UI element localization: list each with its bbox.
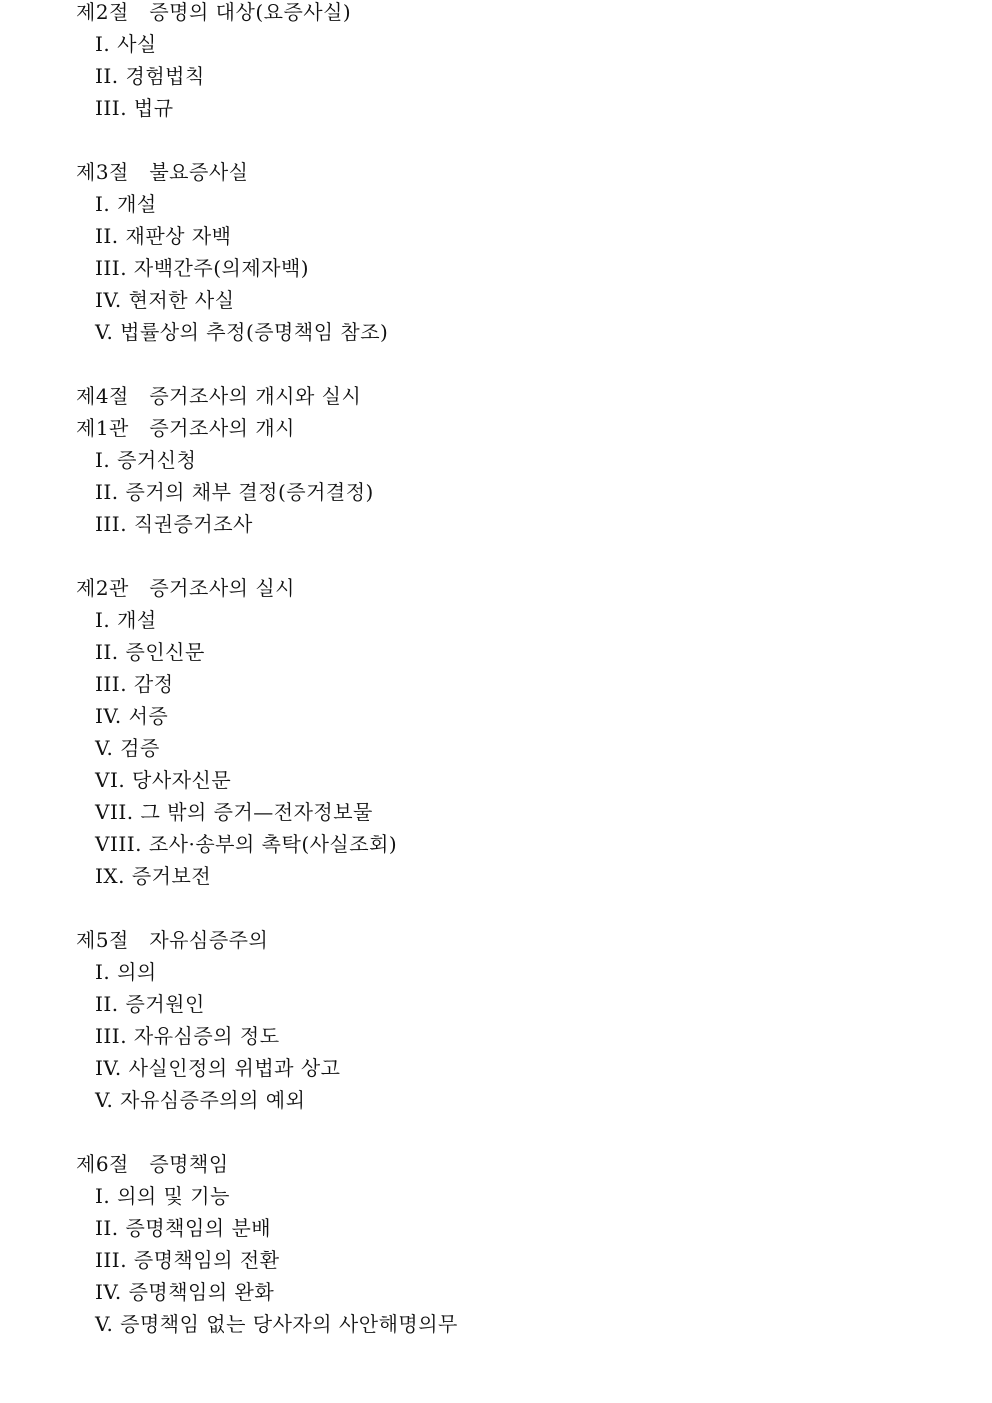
toc-item: VII. 그 밖의 증거—전자정보물 [95,800,373,824]
section-heading: 제2절 증명의 대상(요증사실) [76,0,352,24]
toc-item: IV. 서증 [95,704,169,728]
section-heading: 제5절 자유심증주의 [76,928,269,952]
toc-item: I. 개설 [95,192,157,216]
toc-item: III. 법규 [95,96,174,120]
toc-item: II. 증거의 채부 결정(증거결정) [95,480,374,504]
section-heading: 제6절 증명책임 [76,1152,229,1176]
toc-item: III. 직권증거조사 [95,512,253,536]
toc-item: V. 검증 [95,736,160,760]
section-heading: 제3절 불요증사실 [76,160,249,184]
toc-item: V. 자유심증주의의 예외 [95,1088,306,1112]
toc-item: II. 증인신문 [95,640,205,664]
toc-item: IV. 사실인정의 위법과 상고 [95,1056,341,1080]
toc-item: IV. 현저한 사실 [95,288,235,312]
toc-item: IV. 증명책임의 완화 [95,1280,275,1304]
subsection-heading: 제1관 증거조사의 개시 [76,416,295,440]
toc-item: V. 증명책임 없는 당사자의 사안해명의무 [95,1312,458,1336]
toc-item: V. 법률상의 추정(증명책임 참조) [95,320,389,344]
toc-item: I. 의의 및 기능 [95,1184,230,1208]
toc-item: II. 재판상 자백 [95,224,232,248]
toc-item: III. 자백간주(의제자백) [95,256,310,280]
toc-item: III. 증명책임의 전환 [95,1248,280,1272]
toc-item: IX. 증거보전 [95,864,212,888]
toc-item: III. 감정 [95,672,174,696]
toc-item: II. 경험법칙 [95,64,205,88]
toc-item: I. 개설 [95,608,157,632]
toc-item: II. 증거원인 [95,992,205,1016]
toc-item: III. 자유심증의 정도 [95,1024,280,1048]
subsection-heading: 제2관 증거조사의 실시 [76,576,295,600]
section-heading: 제4절 증거조사의 개시와 실시 [76,384,362,408]
toc-item: I. 증거신청 [95,448,197,472]
toc-item: I. 사실 [95,32,157,56]
toc-item: II. 증명책임의 분배 [95,1216,272,1240]
toc-item: I. 의의 [95,960,157,984]
toc-item: VI. 당사자신문 [95,768,232,792]
toc-item: VIII. 조사·송부의 촉탁(사실조회) [95,832,398,856]
